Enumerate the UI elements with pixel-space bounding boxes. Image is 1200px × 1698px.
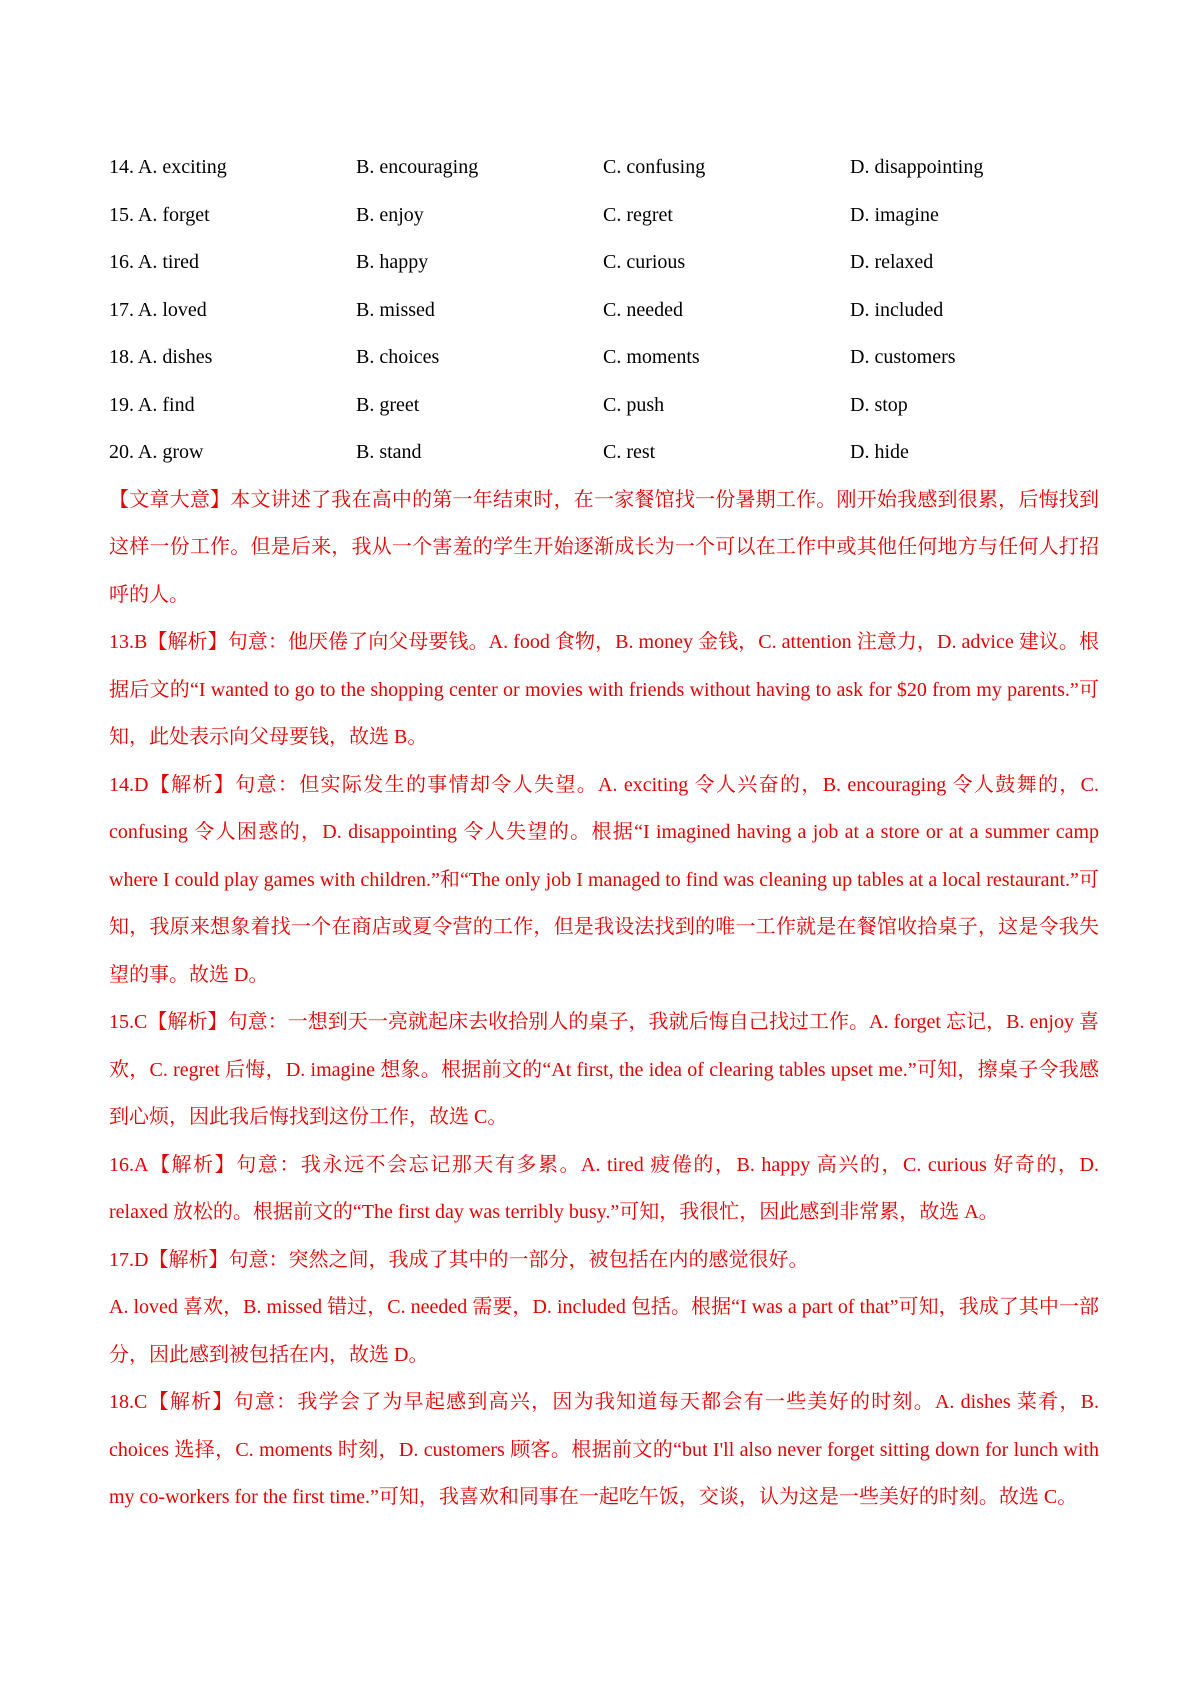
option-b: B. happy xyxy=(356,251,429,274)
analysis-section xyxy=(109,477,1099,1522)
option-c: C. push xyxy=(603,393,665,416)
option-c: C. needed xyxy=(603,298,683,321)
option-b: B. missed xyxy=(356,298,435,321)
option-c: C. curious xyxy=(603,251,686,274)
option-c: C. rest xyxy=(603,441,656,464)
option-b: B. enjoy xyxy=(356,203,424,226)
question-number: 20. xyxy=(109,441,134,464)
option-a-text: A. find xyxy=(137,393,195,416)
option-d: D. included xyxy=(850,298,944,321)
option-a-text: A. tired xyxy=(137,251,199,274)
question-number: 14. xyxy=(109,156,134,179)
option-row-15 xyxy=(109,192,1099,240)
option-d: D. customers xyxy=(850,346,956,369)
option-a-text: A. exciting xyxy=(137,156,227,179)
option-a xyxy=(109,204,356,227)
option-b: B. choices xyxy=(356,346,440,369)
explanation-18: 18.C【解析】句意：我学会了为早起感到高兴，因为我知道每天都会有一些美好的时刻。A. dishes 菜肴，B. choices 选择，C. moments 时刻，D. customers 顾客。根据前文的“but I'll also never forget sitting down for lunch with my co-workers for the first time.”可知，我喜欢和同事在一起吃午饭，交谈，认为这是一些美好的时刻。故选 C。 xyxy=(109,1391,1099,1508)
option-d: D. relaxed xyxy=(850,251,934,274)
option-c: C. confusing xyxy=(603,156,706,179)
option-a xyxy=(109,394,356,417)
option-a-text: A. loved xyxy=(137,298,207,321)
article-summary: 【文章大意】本文讲述了我在高中的第一年结束时，在一家餐馆找一份暑期工作。刚开始我感到很累，后悔找到这样一份工作。但是后来，我从一个害羞的学生开始逐渐成长为一个可以在工作中或其他任何地方与任何人打招呼的人。 xyxy=(109,488,1099,606)
option-a xyxy=(109,299,356,322)
option-d: D. disappointing xyxy=(850,156,984,179)
explanation-15: 15.C【解析】句意：一想到天一亮就起床去收拾别人的桌子，我就后悔自己找过工作。A. forget 忘记，B. enjoy 喜欢，C. regret 后悔，D. imagine 想象。根据前文的“At first, the idea of clearing tables upset me.”可知，擦桌子令我感到心烦，因此我后悔找到这份工作，故选 C。 xyxy=(109,1011,1099,1128)
option-b: B. greet xyxy=(356,393,420,416)
option-row-18 xyxy=(109,334,1099,382)
option-d: D. stop xyxy=(850,393,908,416)
question-number: 18. xyxy=(109,346,134,369)
question-number: 17. xyxy=(109,298,134,321)
option-row-14 xyxy=(109,144,1099,192)
option-b: B. stand xyxy=(356,441,422,464)
option-row-19 xyxy=(109,382,1099,430)
option-a-text: A. forget xyxy=(137,203,210,226)
option-c: C. moments xyxy=(603,346,700,369)
option-row-17 xyxy=(109,287,1099,335)
explanation-13: 13.B【解析】句意：他厌倦了向父母要钱。A. food 食物，B. money 金钱，C. attention 注意力，D. advice 建议。根据后文的“I wanted to go to the shopping center or movies with friends without having to ask for $20 from my parents.”可知，此处表示向父母要钱，故选 B。 xyxy=(109,631,1099,748)
option-d: D. imagine xyxy=(850,203,939,226)
option-a xyxy=(109,156,356,179)
option-c: C. regret xyxy=(603,203,673,226)
explanation-17-heading: 17.D【解析】句意：突然之间，我成了其中的一部分，被包括在内的感觉很好。 xyxy=(109,1248,809,1271)
explanation-17-body: A. loved 喜欢，B. missed 错过，C. needed 需要，D. included 包括。根据“I was a part of that”可知，我成了其中一部分，因此感到被包括在内，故选 D。 xyxy=(109,1296,1099,1366)
option-row-20 xyxy=(109,429,1099,477)
option-a xyxy=(109,441,356,464)
option-b: B. encouraging xyxy=(356,156,479,179)
option-a xyxy=(109,346,356,369)
explanation-16: 16.A【解析】句意：我永远不会忘记那天有多累。A. tired 疲倦的，B. happy 高兴的，C. curious 好奇的，D. relaxed 放松的。根据前文的“The first day was terribly busy.”可知，我很忙，因此感到非常累，故选 A。 xyxy=(109,1153,1099,1223)
question-number: 15. xyxy=(109,203,134,226)
option-a-text: A. grow xyxy=(137,441,204,464)
option-a xyxy=(109,251,356,274)
question-number: 16. xyxy=(109,251,134,274)
option-d: D. hide xyxy=(850,441,909,464)
options-table xyxy=(109,144,1099,477)
question-number: 19. xyxy=(109,393,134,416)
option-row-16 xyxy=(109,239,1099,287)
option-a-text: A. dishes xyxy=(137,346,213,369)
explanation-14: 14.D【解析】句意：但实际发生的事情却令人失望。A. exciting 令人兴奋的，B. encouraging 令人鼓舞的，C. confusing 令人困惑的，D. disappointing 令人失望的。根据“I imagined having a job at a store or at a summer camp where I could play games with children.”和“The only job I managed to find was cleaning up tables at a local restaurant.”可知，我原来想象着找一个在商店或夏令营的工作，但是我设法找到的唯一工作就是在餐馆收拾桌子，这是令我失望的事。故选 D。 xyxy=(109,773,1099,986)
document-page xyxy=(109,144,1099,1522)
